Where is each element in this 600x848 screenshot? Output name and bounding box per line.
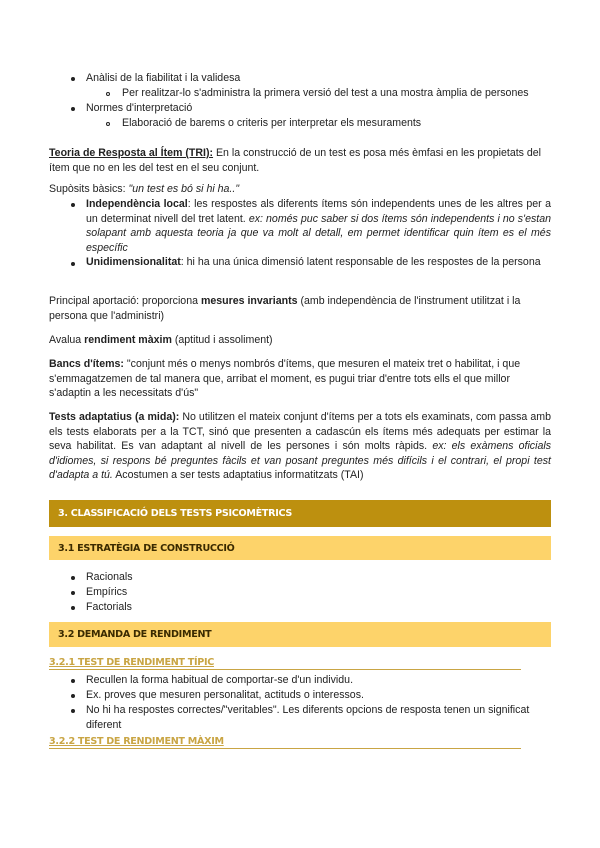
tests-adaptatius-text: No utilitzen el mateix conjunt d'ítems per a tots els examinats, com passa amb els tests elaborats per a la TCT, sinó que presenten a cadascún els ítems més adequats per estimar la seva habilitat. Es van adaptant al nivell de les persones i són molts ràpids.: [49, 411, 551, 453]
suposits-label: [49, 182, 551, 197]
bullet-icon: [71, 203, 75, 207]
bancs-term: Bancs d'ítems:: [49, 358, 124, 370]
aportacio-pre: Principal aportació: proporciona: [49, 295, 201, 307]
tri-text: En la construcció de un test es posa més èmfasi en les propietats del ítem que no en les del test en el seu conjunt.: [49, 147, 542, 174]
section-3-heading: 3. CLASSIFICACIÓ DELS TESTS PSICOMÈTRICS: [49, 500, 551, 527]
tests-adaptatius-tail: Acostumen a ser tests adaptatius informatitzats (TAI): [112, 469, 364, 482]
tests-adaptatius-example: ex: els exàmens oficials d'idiomes, si respons bé preguntes fàcils et van posant preguntes més difícils i el contrari, el propi test d'adapta a tú.: [49, 440, 551, 482]
list-item: Factorials: [86, 601, 132, 613]
bullet-icon: [71, 262, 75, 266]
avalua-term: rendiment màxim: [84, 334, 172, 346]
list-item: Empírics: [86, 586, 128, 598]
list-subitem: Elaboració de barems o criteris per interpretar els mesuraments: [122, 117, 422, 129]
section-3-2-2-heading: 3.2.2 TEST DE RENDIMENT MÀXIM: [49, 735, 521, 749]
tri-paragraph: [49, 146, 551, 175]
sub-bullet-icon: [106, 122, 110, 126]
independencia-text: : les respostes als diferents ítems són independents unes de les altres per a un determinat nivell del tret latent.: [86, 198, 551, 225]
bancs-paragraph: [49, 357, 551, 401]
list-subitem: Per realitzar-lo s'administra la primera versió del test a una mostra àmplia de persones: [122, 87, 529, 99]
tests-adaptatius-term: Tests adaptatius (a mida):: [49, 411, 180, 423]
section-3-1-heading: 3.1 ESTRATÈGIA DE CONSTRUCCIÓ: [49, 536, 551, 560]
list-item: No hi ha respostes correctes/"veritables". Les diferents opcions de resposta tenen un significat diferent: [86, 704, 530, 731]
bullet-icon: [71, 107, 75, 111]
list-item: Racionals: [86, 571, 133, 583]
section-3-2-heading: 3.2 DEMANDA DE RENDIMENT: [49, 622, 551, 647]
unidimensionalitat-item: [86, 255, 551, 270]
bullet-icon: [71, 694, 75, 698]
sub-bullet-icon: [106, 92, 110, 96]
independencia-item: [86, 197, 551, 255]
bancs-text: "conjunt més o menys nombrós d'ítems, que mesuren el mateix tret o habilitat, i que s'emmagatzemen de tal manera que, arribat el moment, es pugui triar d'entre tots ells el que millor s'adaptin a les necessitats d'ús": [49, 358, 521, 400]
unidimensionalitat-term: Unidimensionalitat: [86, 256, 181, 268]
bullet-icon: [71, 606, 75, 610]
list-item: Recullen la forma habitual de comportar-se d'un individu.: [86, 674, 354, 686]
bullet-icon: [71, 77, 75, 81]
independencia-term: Independència local: [86, 198, 188, 210]
section-3-2-1-heading: 3.2.1 TEST DE RENDIMENT TÍPIC: [49, 656, 521, 670]
list-item: Normes d'interpretació: [86, 102, 193, 114]
bullet-icon: [71, 709, 75, 713]
aportacio-post: (amb independència de l'instrument utilitzat i la persona que l'administri): [49, 295, 521, 322]
bullet-icon: [71, 679, 75, 683]
avalua-paragraph: [49, 333, 551, 348]
list-item: Anàlisi de la fiabilitat i la validesa: [86, 72, 241, 84]
aportacio-paragraph: [49, 294, 551, 323]
bullet-icon: [71, 576, 75, 580]
unidimensionalitat-text: : hi ha una única dimensió latent responsable de les respostes de la persona: [180, 256, 541, 268]
suposits-quote: "un test es bó si hi ha..": [128, 183, 240, 195]
suposits-text: Supòsits bàsics:: [49, 183, 129, 195]
avalua-post: (aptitud i assoliment): [171, 334, 273, 346]
avalua-pre: Avalua: [49, 334, 85, 346]
list-item: Ex. proves que mesuren personalitat, actituds o interessos.: [86, 689, 364, 701]
bullet-icon: [71, 591, 75, 595]
independencia-example: ex: només puc saber si dos ítems són independents i no s'estan solapant amb aquesta teoria ja que va molt al detall, em permet identificar quin ítem es el més específic: [86, 212, 551, 254]
tri-term: Teoria de Resposta al Ítem (TRI):: [49, 147, 214, 159]
tests-adaptatius-paragraph: [49, 410, 551, 483]
aportacio-term: mesures invariants: [200, 295, 298, 307]
